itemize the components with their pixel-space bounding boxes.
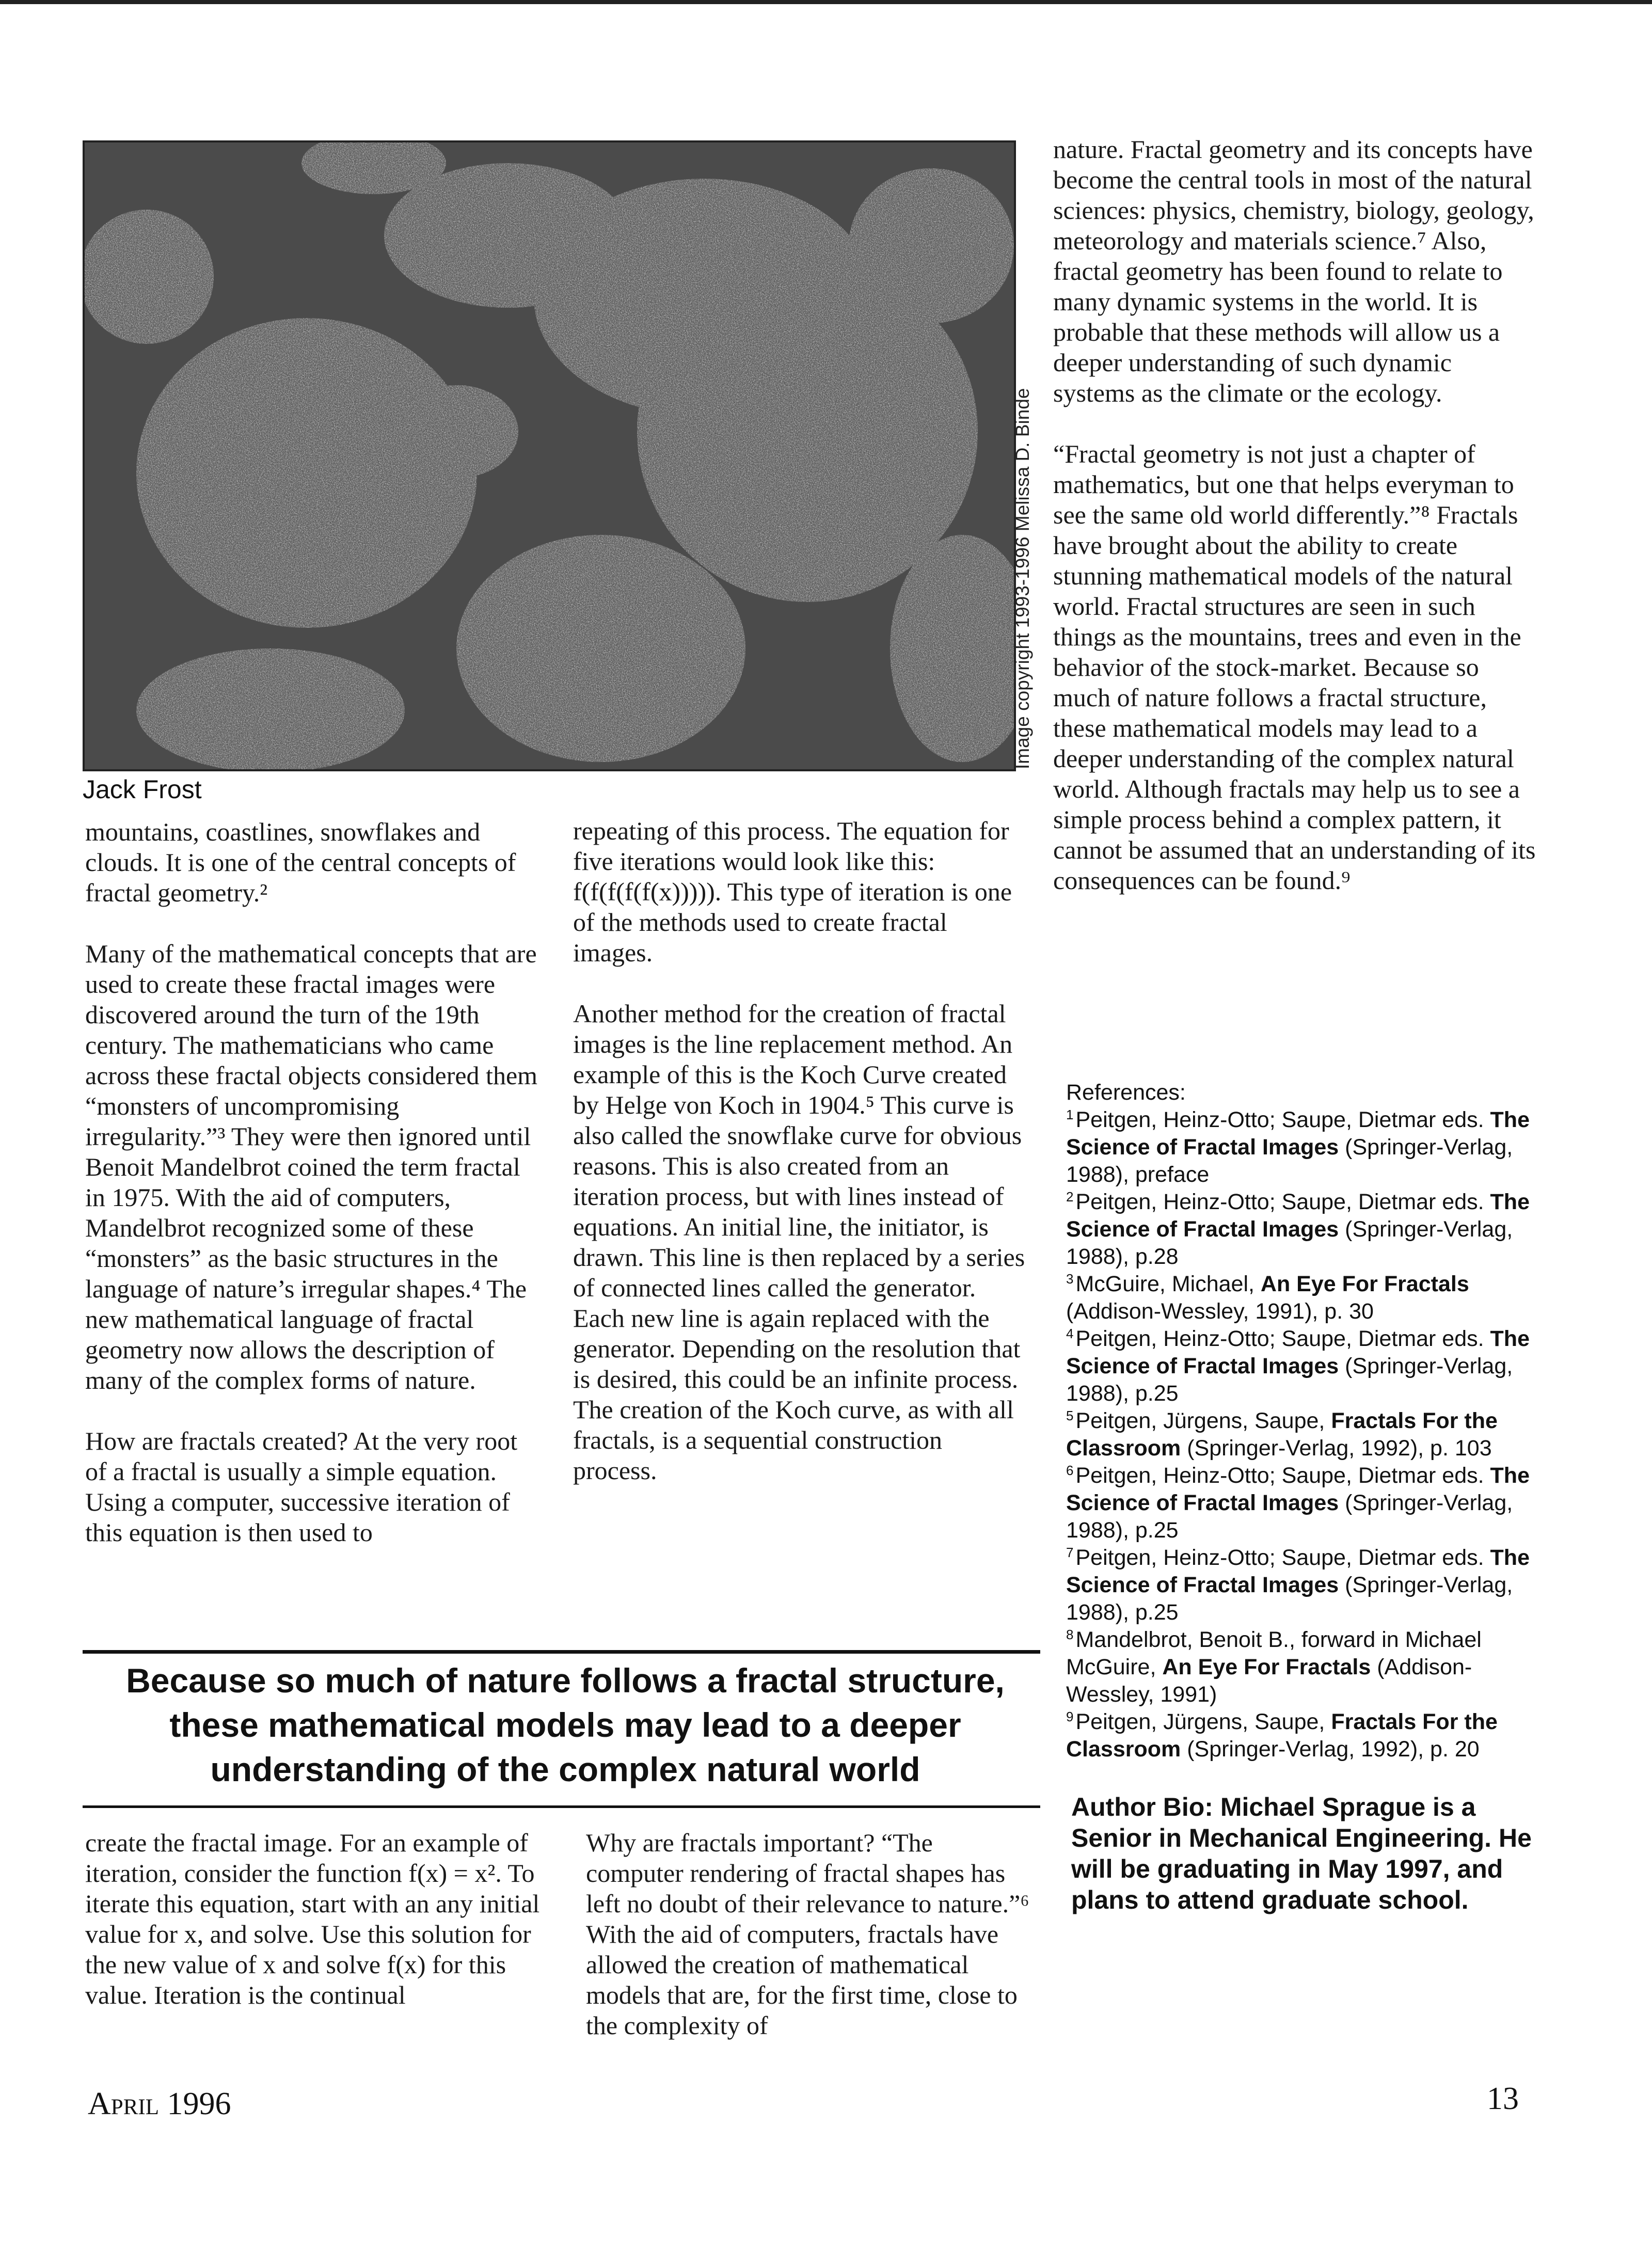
paragraph: create the fractal image. For an example of iteration, consider the function f(x) = x². To iterate this equation, start with an any initial value for x, and solve. Use this solution for the new value of x and solve f(x) for this value. Iteration is the continual [85,1828,540,2009]
paragraph: nature. Fractal geometry and its concepts have become the central tools in most of the natural sciences: physics, chemistry, biology, geology, meteorology and materials science.⁷ Also, fractal geometry has been found to relate to many dynamic systems in the world. It is probable that these methods will allow us a deeper understanding of such dynamic systems as the climate or the ecology. [1053,135,1534,407]
reference-item: $^2$Peitgen, Heinz-Otto; Saupe, Dietmar eds. The Science of Fractal Images (Springer-Verlag, 1988), p.28 [1066,1188,1530,1269]
reference-item: $^8$Mandelbrot, Benoit B., forward in Michael McGuire, An Eye For Fractals (Addison-Wessley, 1991) [1066,1626,1482,1707]
references-heading: References: [1066,1080,1186,1105]
reference-item: $^3$McGuire, Michael, An Eye For Fractals (Addison-Wessley, 1991), p. 30 [1066,1271,1469,1324]
paragraph: “Fractal geometry is not just a chapter of mathematics, but one that helps everyman to see the same old world differently.”⁸ Fractals have brought about the ability to create stunning mathematical models of the natural world. Fractal structures are seen in such things as the mountains, trees and even in the behavior of the stock-market. Because so much of nature follows a fractal structure, these mathematical models may lead to a deeper understanding of the complex natural world. Although fractals may help us to see a simple process behind a complex pattern, it cannot be assumed that an understanding of its consequences can be found.⁹ [1053,439,1536,895]
fractal-image [83,140,1016,771]
paragraph: mountains, coastlines, snowflakes and clouds. It is one of the central concepts of fractal geometry.² [85,817,516,907]
issue-date: April 1996 [88,2086,231,2121]
pullquote-rule-bottom [83,1805,1040,1808]
paragraph: Many of the mathematical concepts that are used to create these fractal images were discovered around the turn of the 19th century. The mathematicians who came across these fractal objects considered them “monsters of uncompromising irregularity.”³ They were then ignored until Benoit Mandelbrot coined the term fractal in 1975. With the aid of computers, Mandelbrot recognized some of these “monsters” as the basic structures in the language of nature’s irregular shapes.⁴ The new mathematical language of fractal geometry now allows the description of many of the complex forms of nature. [85,939,538,1394]
references [1066,1079,1541,1763]
reference-item: $^1$Peitgen, Heinz-Otto; Saupe, Dietmar eds. The Science of Fractal Images (Springer-Verlag, 1988), preface [1066,1106,1530,1187]
reference-item: $^9$Peitgen, Jürgens, Saupe, Fractals For the Classroom (Springer-Verlag, 1992), p. 20 [1066,1708,1498,1762]
paragraph: Why are fractals important? “The computer rendering of fractal shapes has left no doubt of their relevance to nature.”⁶ With the aid of computers, fractals have allowed the creation of mathematical models that are, for the first time, close to the complexity of [586,1828,1029,2040]
column-2 [573,816,1027,1486]
author-bio: Author Bio: Michael Sprague is a Senior in Mechanical Engineering. He will be graduating in May 1997, and plans to attend graduate school. [1071,1793,1532,1914]
page-number: 13 [1487,2081,1519,2116]
image-caption: Jack Frost [83,775,202,804]
paragraph: repeating of this process. The equation for five iterations would look like this: f(f(f(f(f(x))))). This type of iteration is one of the methods used to create fractal images. [573,816,1012,967]
pullquote-rule-top [83,1650,1040,1654]
fractal-image-graphic [85,142,1014,769]
paragraph: Another method for the creation of fractal images is the line replacement method. An example of this is the Koch Curve created by Helge von Koch in 1904.⁵ This curve is also called the snowflake curve for obvious reasons. This is also created from an iteration process, but with lines instead of equations. An initial line, the initiator, is drawn. This line is then replaced by a series of connected lines called the generator. Each new line is again replaced with the generator. Depending on the resolution that is desired, this could be an infinite process. The creation of the Koch curve, as with all fractals, is a sequential construction process. [573,999,1025,1485]
paragraph: How are fractals created? At the very root of a fractal is usually a simple equation. Using a computer, successive iteration of this equation is then used to [85,1426,518,1547]
column-1 [85,817,539,1548]
reference-item: $^5$Peitgen, Jürgens, Saupe, Fractals For the Classroom (Springer-Verlag, 1992), p. 103 [1066,1407,1498,1461]
image-copyright: Image copyright 1993-1996 Melissa D. Binde [1012,388,1033,769]
column-3 [1053,134,1538,896]
reference-item: $^7$Peitgen, Heinz-Otto; Saupe, Dietmar eds. The Science of Fractal Images (Springer-Verlag, 1988), p.25 [1066,1544,1530,1625]
column-5 [586,1828,1035,2041]
column-4 [85,1828,550,2010]
top-rule [0,0,1652,4]
reference-item: $^6$Peitgen, Heinz-Otto; Saupe, Dietmar eds. The Science of Fractal Images (Springer-Verlag, 1988), p.25 [1066,1462,1530,1543]
pullquote: Because so much of nature follows a fractal structure, these mathematical models may lead to a deeper understanding of the complex natural world [126,1661,1005,1788]
reference-item: $^4$Peitgen, Heinz-Otto; Saupe, Dietmar eds. The Science of Fractal Images (Springer-Verlag, 1988), p.25 [1066,1325,1530,1406]
